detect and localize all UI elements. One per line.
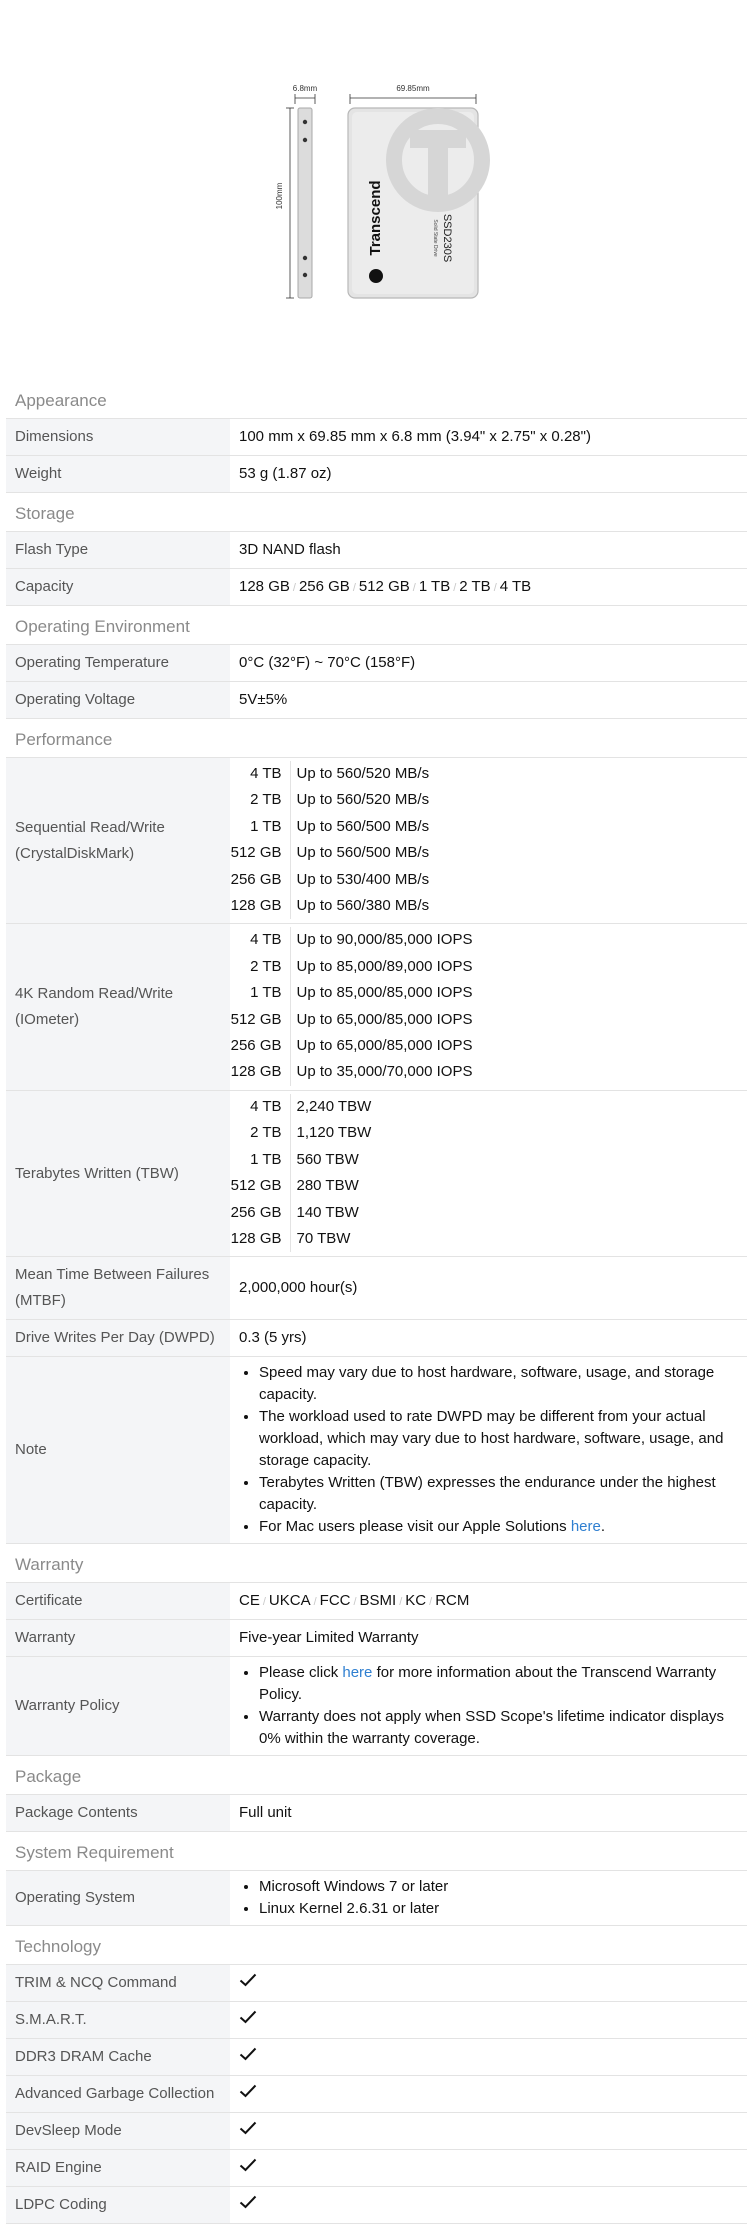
spec-content bbox=[6, 380, 747, 2224]
product-image-area bbox=[0, 0, 747, 360]
value-cell: Up to 560/500 MB/s bbox=[296, 844, 430, 862]
checkmark-icon bbox=[239, 2158, 257, 2172]
table-row bbox=[6, 645, 747, 682]
section-title-warranty: Warranty bbox=[15, 1555, 84, 1575]
table-row bbox=[6, 1357, 747, 1544]
spec-label: 4K Random Read/Write (IOmeter) bbox=[6, 924, 230, 1090]
capacity-cell: 4 TB bbox=[230, 1094, 290, 1120]
environment-table bbox=[6, 644, 747, 719]
subtable-row bbox=[230, 1147, 747, 1173]
subtable-row bbox=[230, 787, 747, 813]
table-row bbox=[6, 1257, 747, 1320]
table-row bbox=[6, 1320, 747, 1357]
spec-value: 5V±5% bbox=[230, 682, 747, 719]
subtable-row bbox=[230, 927, 747, 953]
subtable-row bbox=[230, 954, 747, 980]
subtable-row bbox=[230, 1007, 747, 1033]
spec-value: Five-year Limited Warranty bbox=[230, 1620, 747, 1657]
spec-label: Operating Temperature bbox=[6, 645, 230, 682]
subtable-row bbox=[230, 980, 747, 1006]
mac-note-text: For Mac users please visit our Apple Solutions bbox=[259, 1518, 571, 1536]
table-row bbox=[6, 569, 747, 606]
table-row bbox=[6, 456, 747, 493]
subtable-row bbox=[230, 867, 747, 893]
list-item bbox=[259, 1516, 738, 1538]
table-row bbox=[6, 2150, 747, 2187]
capacity-cell: 2 TB bbox=[230, 954, 290, 980]
thickness-label: 6.8mm bbox=[292, 84, 318, 93]
capacity-item: 1 TB bbox=[418, 577, 451, 595]
capacity-item: 128 GB bbox=[239, 577, 290, 595]
subtable-row bbox=[230, 1033, 747, 1059]
capacity-cell: 4 TB bbox=[230, 927, 290, 953]
checkmark-icon bbox=[239, 2047, 257, 2061]
spec-label: LDPC Coding bbox=[6, 2187, 230, 2224]
spec-value: 2,000,000 hour(s) bbox=[230, 1257, 747, 1320]
warranty-table bbox=[6, 1582, 747, 1756]
spec-label: RAID Engine bbox=[6, 2150, 230, 2187]
height-label: 100mm bbox=[275, 182, 284, 210]
table-row bbox=[6, 682, 747, 719]
model-sub-text: Solid State Drive bbox=[432, 219, 438, 257]
spec-label: TRIM & NCQ Command bbox=[6, 1965, 230, 2002]
value-cell: Up to 65,000/85,000 IOPS bbox=[296, 1010, 473, 1028]
certificate-item: CE bbox=[239, 1591, 260, 1609]
spec-label: Drive Writes Per Day (DWPD) bbox=[6, 1320, 230, 1357]
capacity-list: 128 GB / 256 GB / 512 GB / 1 TB / 2 TB / 4 TB bbox=[230, 569, 747, 606]
package-table bbox=[6, 1794, 747, 1832]
spec-value: 0.3 (5 yrs) bbox=[230, 1320, 747, 1357]
spec-label: S.M.A.R.T. bbox=[6, 2002, 230, 2039]
sequential-subtable bbox=[230, 761, 747, 919]
subtable-row bbox=[230, 893, 747, 919]
capacity-cell: 1 TB bbox=[230, 980, 290, 1006]
spec-label: Note bbox=[6, 1357, 230, 1544]
table-row bbox=[6, 2113, 747, 2150]
certificate-item: KC bbox=[405, 1591, 427, 1609]
section-title-storage: Storage bbox=[15, 504, 75, 523]
spec-label: DevSleep Mode bbox=[6, 2113, 230, 2150]
capacity-cell: 2 TB bbox=[230, 787, 290, 813]
table-row bbox=[6, 532, 747, 569]
value-cell: Up to 35,000/70,000 IOPS bbox=[296, 1063, 473, 1081]
table-row bbox=[6, 2039, 747, 2076]
performance-table bbox=[6, 757, 747, 1544]
capacity-cell: 1 TB bbox=[230, 814, 290, 840]
subtable-row bbox=[230, 1094, 747, 1120]
value-cell: 2,240 TBW bbox=[296, 1097, 372, 1115]
subtable-row bbox=[230, 840, 747, 866]
spec-label: Certificate bbox=[6, 1583, 230, 1620]
value-cell: 560 TBW bbox=[296, 1150, 359, 1168]
section-title-package: Package bbox=[15, 1767, 82, 1787]
spec-value: Full unit bbox=[230, 1795, 747, 1832]
list-item bbox=[259, 1662, 738, 1706]
section-title-appearance: Appearance bbox=[15, 391, 107, 410]
spec-label: Sequential Read/Write (CrystalDiskMark) bbox=[6, 758, 230, 924]
section-title-performance: Performance bbox=[15, 730, 113, 749]
spec-label: Operating System bbox=[6, 1871, 230, 1926]
warranty-policy-link[interactable]: here bbox=[342, 1664, 373, 1682]
value-cell: Up to 560/500 MB/s bbox=[296, 817, 430, 835]
capacity-item: 2 TB bbox=[459, 577, 491, 595]
spec-label: Flash Type bbox=[6, 532, 230, 569]
table-row bbox=[6, 2187, 747, 2224]
policy-text-suffix: for more information about the Transcend Warranty Policy. bbox=[259, 1664, 717, 1704]
section-title-system: System Requirement bbox=[15, 1843, 174, 1863]
value-cell: 280 TBW bbox=[296, 1177, 359, 1195]
spec-label: Terabytes Written (TBW) bbox=[6, 1090, 230, 1256]
technology-table bbox=[6, 1964, 747, 2224]
mac-note-suffix: . bbox=[600, 1518, 606, 1536]
checkmark-icon bbox=[239, 2010, 257, 2024]
tbw-subtable bbox=[230, 1094, 747, 1252]
spec-label: Package Contents bbox=[6, 1795, 230, 1832]
capacity-cell: 128 GB bbox=[230, 893, 290, 919]
notes-list bbox=[239, 1362, 738, 1538]
spec-value: 3D NAND flash bbox=[230, 532, 747, 569]
table-row bbox=[6, 1620, 747, 1657]
capacity-cell: 256 GB bbox=[230, 1033, 290, 1059]
os-list bbox=[239, 1876, 738, 1920]
capacity-cell: 512 GB bbox=[230, 1173, 290, 1199]
certificate-item: FCC bbox=[319, 1591, 351, 1609]
checkmark-icon bbox=[239, 2195, 257, 2209]
subtable-row bbox=[230, 761, 747, 787]
table-row bbox=[6, 1965, 747, 2002]
table-row bbox=[6, 924, 747, 1090]
spec-value: 100 mm x 69.85 mm x 6.8 mm (3.94" x 2.75" x 0.28") bbox=[230, 419, 747, 456]
list-item: • Speed may vary due to host hardware, software, usage, and storage capacity. bbox=[259, 1362, 738, 1406]
subtable-row bbox=[230, 1226, 747, 1252]
table-row bbox=[6, 1090, 747, 1256]
table-row bbox=[6, 1871, 747, 1926]
list-item: • Terabytes Written (TBW) expresses the endurance under the highest capacity. bbox=[259, 1472, 738, 1516]
spec-label: Warranty Policy bbox=[6, 1657, 230, 1756]
list-item: • Warranty does not apply when SSD Scope's lifetime indicator displays 0% within the warranty coverage. bbox=[259, 1706, 738, 1750]
spec-label: Advanced Garbage Collection bbox=[6, 2076, 230, 2113]
value-cell: Up to 85,000/89,000 IOPS bbox=[296, 957, 473, 975]
storage-table bbox=[6, 531, 747, 606]
spec-value: 0°C (32°F) ~ 70°C (158°F) bbox=[230, 645, 747, 682]
apple-solutions-link[interactable]: here bbox=[570, 1518, 601, 1536]
certificate-list: CE / UKCA / FCC / BSMI / KC / RCM bbox=[230, 1583, 747, 1620]
capacity-cell: 256 GB bbox=[230, 1200, 290, 1226]
capacity-cell: 256 GB bbox=[230, 867, 290, 893]
brand-logo-text: Transcend bbox=[367, 180, 384, 256]
checkmark-icon bbox=[239, 2084, 257, 2098]
capacity-cell: 2 TB bbox=[230, 1120, 290, 1146]
value-cell: 1,120 TBW bbox=[296, 1124, 372, 1142]
value-cell: Up to 560/380 MB/s bbox=[296, 897, 430, 915]
table-row bbox=[6, 758, 747, 924]
spec-label: Mean Time Between Failures (MTBF) bbox=[6, 1257, 230, 1320]
value-cell: Up to 560/520 MB/s bbox=[296, 791, 430, 809]
policy-text: Please click bbox=[259, 1664, 343, 1682]
width-label: 69.85mm bbox=[396, 84, 430, 93]
capacity-item: 256 GB bbox=[298, 577, 350, 595]
capacity-item: 4 TB bbox=[499, 577, 532, 595]
spec-label: Operating Voltage bbox=[6, 682, 230, 719]
table-row bbox=[6, 2002, 747, 2039]
value-cell: Up to 85,000/85,000 IOPS bbox=[296, 984, 473, 1002]
subtable-row bbox=[230, 1059, 747, 1085]
warranty-policy-list bbox=[239, 1662, 738, 1750]
subtable-row bbox=[230, 814, 747, 840]
capacity-item: 512 GB bbox=[358, 577, 410, 595]
system-table bbox=[6, 1870, 747, 1926]
spec-label: Capacity bbox=[6, 569, 230, 606]
checkmark-icon bbox=[239, 2121, 257, 2135]
value-cell: 140 TBW bbox=[296, 1203, 359, 1221]
checkmark-icon bbox=[239, 1973, 257, 1987]
table-row bbox=[6, 1795, 747, 1832]
capacity-cell: 128 GB bbox=[230, 1059, 290, 1085]
certificate-item: BSMI bbox=[359, 1591, 397, 1609]
capacity-cell: 512 GB bbox=[230, 1007, 290, 1033]
value-cell: Up to 90,000/85,000 IOPS bbox=[296, 931, 473, 949]
capacity-cell: 4 TB bbox=[230, 761, 290, 787]
value-cell: Up to 560/520 MB/s bbox=[296, 765, 430, 782]
random-subtable bbox=[230, 927, 747, 1085]
capacity-cell: 1 TB bbox=[230, 1147, 290, 1173]
model-text: SSD230S bbox=[441, 213, 453, 263]
capacity-cell: 128 GB bbox=[230, 1226, 290, 1252]
table-row bbox=[6, 1583, 747, 1620]
subtable-row bbox=[230, 1120, 747, 1146]
certificate-item: UKCA bbox=[268, 1591, 311, 1609]
list-item: • Linux Kernel 2.6.31 or later bbox=[259, 1898, 738, 1920]
spec-value: 53 g (1.87 oz) bbox=[230, 456, 747, 493]
spec-label: Weight bbox=[6, 456, 230, 493]
certificate-item: RCM bbox=[435, 1591, 470, 1609]
list-item: • The workload used to rate DWPD may be different from your actual workload, which may vary due to host hardware, software, usage, and storage capacity. bbox=[259, 1406, 738, 1472]
subtable-row bbox=[230, 1173, 747, 1199]
table-row bbox=[6, 419, 747, 456]
appearance-table bbox=[6, 418, 747, 493]
spec-label: Dimensions bbox=[6, 419, 230, 456]
value-cell: Up to 65,000/85,000 IOPS bbox=[296, 1037, 473, 1055]
list-item: • Microsoft Windows 7 or later bbox=[259, 1876, 738, 1898]
ssd-product-image bbox=[270, 78, 490, 308]
section-title-technology: Technology bbox=[15, 1937, 102, 1957]
table-row bbox=[6, 2076, 747, 2113]
table-row bbox=[6, 1657, 747, 1756]
capacity-cell: 512 GB bbox=[230, 840, 290, 866]
spec-label: Warranty bbox=[6, 1620, 230, 1657]
section-title-environment: Operating Environment bbox=[15, 617, 190, 636]
value-cell: 70 TBW bbox=[296, 1229, 351, 1247]
subtable-row bbox=[230, 1200, 747, 1226]
value-cell: Up to 530/400 MB/s bbox=[296, 870, 430, 888]
spec-label: DDR3 DRAM Cache bbox=[6, 2039, 230, 2076]
